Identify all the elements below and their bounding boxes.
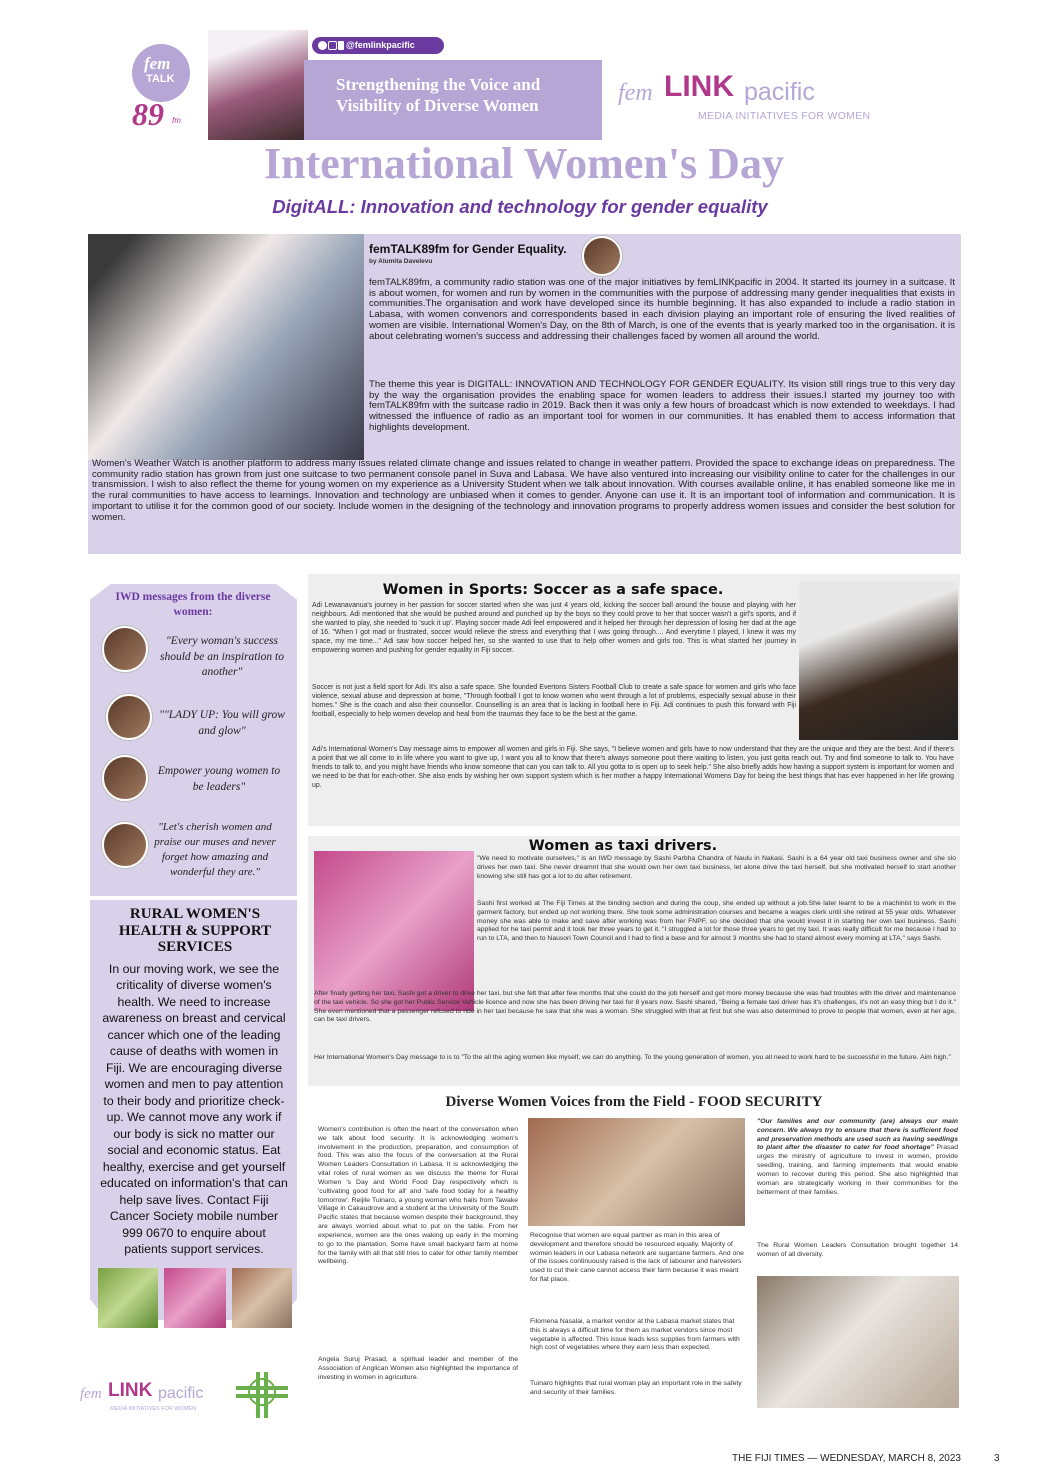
food-photo-meeting [528, 1118, 745, 1226]
footer-paper: THE FIJI TIMES — WEDNESDAY, MARCH 8, 2023 [732, 1453, 961, 1464]
message-avatar [106, 694, 152, 740]
message-avatar [102, 822, 148, 868]
taxi-paragraph-3: After finally getting her taxi, Sashi got a driver to drive her taxi, but she felt that after few months that she could do the job herself and get more money because she was had troubles with the driver and maintenance of the taxi vehicle. So she got her Public Service Vehicle licence and now she has been driving her taxi for 8 years now. Sashi shared, "Being a female taxi driver has it's challenges, it's not an easy thing but I do it." She even mentioned that a passenger refused to ride in her taxi because he saw that she was a woman. She struggled with that at first but she was also determined to prove to people that women, even at her age, can be taxi drivers. [314, 990, 956, 1024]
food-photo-paper [757, 1276, 959, 1408]
taxi-paragraph-2: Sashi first worked at The Fiji Times at the binding section and during the coup, she ended up without a job.She later learnt to be a machinist to work in the garment factory, but ended up not working there. She took some administration courses and became a wages clerk until she retired at 55 year olds. Whatever money she was able to make and save after working was from her FNPF, so she decided that she would invest it in starting her own taxi business. Sashi applied for he taxi permit and it took her three years to get it. "I struggled a lot for those three years to get my taxi. It was really difficult for me because I had to run to LTA, and then to Nausori Town Council and I had to find a base and for almost 3 months she had to stand almost every morning at LTA," says Sashi. [477, 900, 956, 943]
message-avatar [102, 626, 148, 672]
feature-paragraph-3: Women's Weather Watch is another platform to address many issues related climate change and issues related to change in weather pattern. Provided the space to exchange ideas on preparedness. The community radio station has grown from just one suitcase to two permanent console panel in Suva and Labasa. We have also ventured into increasing our visibility online to cater for the challenges in our transmission. I wish to also reflect the theme for young women on my experience as a University Student when we talk about innovation. With courses available online, it has enabled someone like me in the rural communities to have access to learnings. Innovation and technology are unbiased when it comes to gender. Anyone can use it. It is an important tool of information and communication. It is important to utilise it for the common good of our society. Include women in the designing of the technology and innovation programs to properly address women issues and consider the best solution for women. [92, 458, 955, 523]
rural-photo [98, 1268, 158, 1328]
social-bar [312, 37, 444, 54]
instagram-icon [328, 41, 337, 50]
taxi-title: Women as taxi drivers. [528, 838, 718, 854]
feature-heading: femTALK89fm for Gender Equality. [369, 242, 567, 256]
food-column-1: Women's contribution is often the heart of the conversation when we talk about food security. It is acknowledging women's involvement in the production, preparation, and consumption of food. This was also the focus of the conversation at the Rural Women Leaders Consultation in Labasa. It is acknowledging the vital roles of rural women as we discuss the theme for Rural Women 's Day and World Food Day respectively which is 'cultivating good food for all' and 'safe food today for a healthy tomorrow'. Reijile Tuinaro, a young woman who hails from Tawake Village in Cakaudrove and a student at the University of the South Pacific states that because women despite their background, they are always worried about what to put on the table. From her experience, women are the ones waking up early in the morning to go to the plantation. Some have small backyard farm at home for the family with all that still tries to cater for other family member wellbeing. [318, 1126, 518, 1266]
partner-cross-logo [232, 1370, 292, 1420]
sports-paragraph-1: Adi Lewanavanua's journey in her passion for soccer started when she was just 4 years old, kicking the soccer ball around the house and playing with her neighbours. Adi mentioned that she would be pushed around and punched up by the boys so they could prove to her that soccer wasn't a girl's sports, and if she wanted to play, she needed to 'suck it up'. Playing soccer made Adi feel empowered and it helped her through her depression of losing her dad at the age of 16. "When I got mad or frustrated, soccer would relieve the stress and everything that I was going through.... And everytime I played, I knew it was my space, my me time..." Adi saw how soccer helped her, so she wanted to use that to help other women and girls too. This is what started her journey in empowering women and pushing for gender equality in Fiji soccer. [312, 602, 796, 654]
sports-paragraph-3: Adi's International Women's Day message aims to empower all women and girls in Fiji. She says, "I believe women and girls have to now understand that they are the unique and they are the best. And if there's a point that we all come to in life where you want to give up, I want you all to know that there's always someone pout there waiting to listen, you just gotta reach out. Try and find someone to talk to. You have friends to talk to, and you might have friends who know someone that can you can talk to. All you gotta to is open up to seek help." She also briefly adds how having a support system is important for women and we need to be that for each-other. She also ends by wishing her own support system which is her mother a happy International Womens Day for being the best things that has ever happened in her life growing up. [312, 746, 954, 789]
page-title: International Women's Day [264, 139, 784, 188]
rural-photo [164, 1268, 226, 1328]
food-column-3 [757, 1118, 958, 1197]
social-handle: @femlinkpacific [346, 40, 415, 50]
banner-line-2: Visibility of Diverse Women [336, 96, 539, 116]
food-title: Diverse Women Voices from the Field - FOOD SECURITY [445, 1094, 823, 1110]
food-column-1b: Angela Suruj Prasad, a spiritual leader and member of the Association of Anglican Women also highlighted the importance of investing in women in agriculture. [318, 1356, 518, 1381]
taxi-paragraph-1: "We need to motivate ourselves," is an IWD message by Sashi Parbha Chandra of Naulu in Nakasi. Sashi is a 64 year old taxi business owner and she slo drives her own taxi. She never dreamnt that she would own her own taxi business, let alone drive the taxi herself, but she motivated herself to start another knowing she still has got a lot to do after retirement. [477, 855, 956, 880]
message-avatar [102, 755, 148, 801]
message-quote: Empower young women to be leaders" [157, 765, 281, 793]
taxi-photo [314, 851, 474, 1011]
food-column-2a: Recognise that women are equal partner as man in this area of development and therefore should be resourced equally. Majority of women leaders in our Labasa network are sugarcane farmers. And one of the issues continuously raised is the lack of labourer and harvesters used to cut their cane cannot access their farm because it was meant for flat place. [530, 1232, 744, 1284]
sports-title: Women in Sports: Soccer as a safe space. [382, 582, 724, 598]
footer-femlink-logo: fem LINK pacific MEDIA INITIATIVES FOR WOMEN [80, 1380, 204, 1412]
feature-byline: by Alumita Davelevu [369, 258, 433, 265]
food-column-2b: Filomena Nasalai, a market vendor at the Labasa market states that this is always a difficult time for them as market vendors since most vegetable is affected. This issue leads less supplies from farmers with high cost of vegetables where they earn less than expected. [530, 1318, 740, 1352]
message-quote: ""LADY UP: You will grow and glow" [159, 709, 285, 737]
rural-photo [232, 1268, 292, 1328]
cross-icon [232, 1370, 292, 1420]
femlink-logo: fem LINK pacific MEDIA INITIATIVES FOR WOMEN [618, 70, 871, 122]
header-photo [208, 30, 308, 140]
sports-photo [799, 581, 958, 740]
food-quote: "Our families and our community (are) always our main concern. We always try to ensure that there is sufficient food and preservation methods are used such as having seedlings to plant after the disaster to cater for food shortage" [757, 1118, 958, 1152]
page-subtitle: DigitALL: Innovation and technology for gender equality [272, 196, 768, 217]
feature-paragraph-2: The theme this year is DIGITALL: INNOVATION AND TECHNOLOGY FOR GENDER EQUALITY. Its vision still rings true to this very day by the way the organisation provides the enabling space for women leaders to address their issues.I started my journey too with femTALK89fm with the suitcase radio in 2019. Back then it was only a few hours of broadcast which is now extended to weekdays. I had witnessed the influence of radio as an important tool for women in our communities. It has enabled them to access information that highlights development. [369, 379, 955, 433]
food-column-2c: Tuinaro highlights that rural woman play an important role in the safety and security of their families. [530, 1380, 742, 1396]
food-column-3b: The Rural Women Leaders Consultation brought together 14 women of all diversity. [757, 1242, 958, 1258]
femtalk-logo: fem TALK 89 fm [128, 40, 196, 132]
feature-paragraph-1: femTALK89fm, a community radio station was one of the major initiatives by femLINKpacific in 2004. It started its journey in a suitcase. It is about women, for women and run by women in the communities with the purpose of addressing many gender inequalities that exists in communities.The organisation and work have developed since its humble beginning. It has also expanded to include a radio station in Labasa, with women convenors and correspondents based in each division playing an important role of ensuring the lived realities of women are visible. International Women's Day, on the 8th of March, is one of the events that is yearly marked too in the organisation. it is about celebrating women's success and addressing their challenges faced by women all around the world. [369, 277, 955, 342]
rural-body: In our moving work, we see the criticality of diverse women's health. We need to increase awareness on breast and cervical cancer which one of the leading cause of deaths with women in Fiji. We are encouraging diverse women and men to pay attention to their body and prioritize check-up. We cannot move any work if our body is sick no matter our social and economic status. Eat healthy, exercise and get yourself educated on information's that can help save lives. Contact Fiji Cancer Society mobile number 999 0670 to enquire about patients support services. [100, 962, 288, 1256]
taxi-paragraph-4: Her International Women's Day message to is to "To the all the aging women like myself, we can do anything. To the young generation of women, you all need to work hard to be successful in the future. Aim high." [314, 1054, 951, 1061]
page-number: 3 [994, 1453, 1000, 1464]
youtube-icon [338, 41, 344, 50]
message-quote: "Let's cherish women and praise our muses and never forget how amazing and wonderful they are." [154, 821, 276, 878]
sports-paragraph-2: Soccer is not just a field sport for Adi. It's also a safe space. She founded Evertons Sisters Football Club to create a safe space for women and girls who face violence, sexual abuse and depression at home, "Through football I got to know women who went through a lot of problems, especially sexual abuse in their homes." She is the coach and also their counsellor. Counselling is an area that is lacking in football here in Fiji. Adi continues to push this forward with Fiji football, especially to help women develop and heal from the traumas they face to be the best at the game. [312, 684, 796, 718]
messages-title: IWD messages from the diverse women: [115, 591, 271, 618]
facebook-icon [318, 41, 327, 50]
rural-title: RURAL WOMEN'S HEALTH & SUPPORT SERVICES [118, 906, 272, 955]
author-avatar [582, 236, 622, 276]
banner [304, 60, 602, 140]
banner-line-1: Strengthening the Voice and [336, 75, 541, 94]
feature-photo [88, 234, 364, 460]
food-column-3-text: Prasad urges the ministry of agriculture to invest in women, provide seedling, training, and farming implements that would enable women to recover during this period. She also highlighted that woman are strategically working in their communities for the betterment of their families. [757, 1144, 958, 1196]
message-quote: "Every woman's success should be an inspiration to another" [160, 635, 284, 679]
